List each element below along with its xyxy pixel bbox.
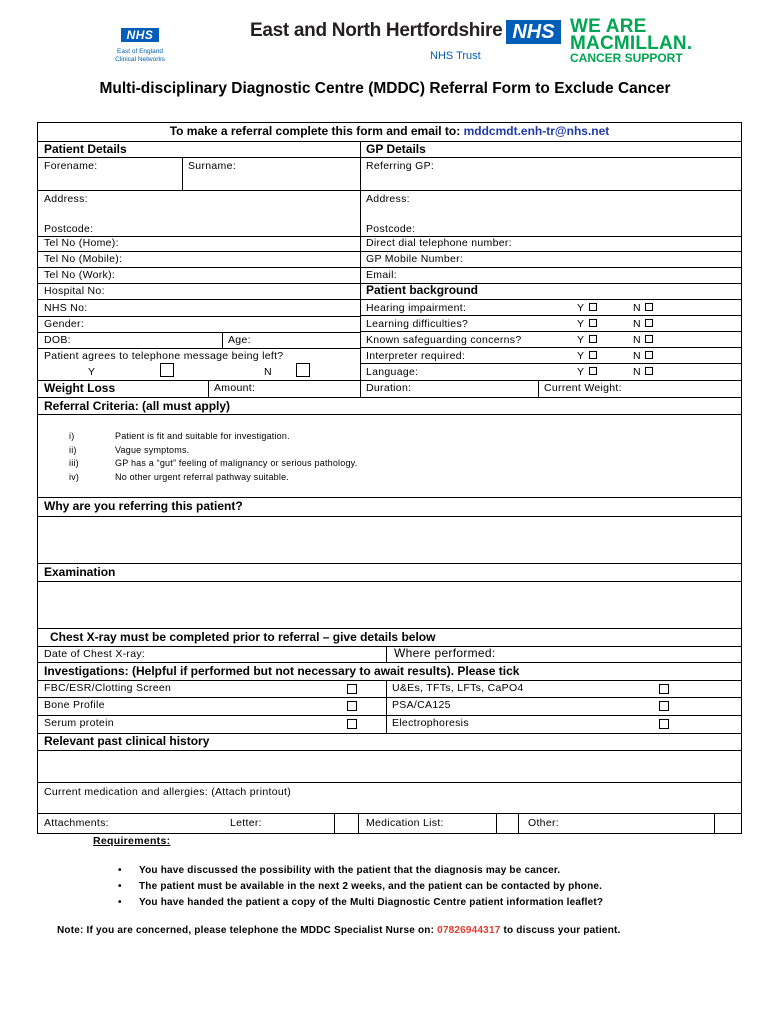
examination-textarea[interactable] (38, 582, 741, 628)
criteria-item: Vague symptoms. (115, 444, 190, 455)
macmillan-line1: WE ARE (570, 16, 647, 37)
background-no-checkbox[interactable] (645, 319, 653, 327)
background-yes-label: Y (577, 302, 585, 314)
criteria-item: GP has a “gut” feeling of malignancy or serious pathology. (115, 458, 358, 468)
investigation-label: U&Es, TFTs, LFTs, CaPO4 (392, 682, 524, 694)
investigation-checkbox[interactable] (659, 719, 669, 729)
requirement-text: The patient must be available in the next 2 weeks, and the patient can be contacted by phone. (139, 881, 603, 892)
attachments-label: Attachments: (44, 817, 109, 829)
requirements-heading: Requirements: (93, 835, 171, 847)
why-referring-heading: Why are you referring this patient? (44, 499, 243, 513)
letter-checkbox[interactable] (336, 815, 356, 831)
other-label: Other: (528, 817, 559, 829)
patient-background-heading: Patient background (366, 283, 479, 297)
dob-field[interactable]: DOB: (44, 334, 71, 346)
investigation-label: Serum protein (44, 717, 114, 729)
xray-where-field[interactable]: Where performed: (394, 646, 496, 660)
investigation-checkbox[interactable] (659, 701, 669, 711)
note-prefix: Note: If you are concerned, please telephone the MDDC Specialist Nurse on: (57, 925, 435, 936)
tel-mobile-field[interactable]: Tel No (Mobile): (44, 253, 123, 265)
consent-yes-label: Y (88, 366, 96, 378)
letter-label: Letter: (230, 817, 262, 829)
criteria-number: iii) (69, 458, 79, 468)
trust-name: East and North Hertfordshire (250, 20, 503, 41)
nhs-badge: NHS (506, 20, 560, 44)
tel-work-field[interactable]: Tel No (Work): (44, 269, 116, 281)
investigation-label: PSA/CA125 (392, 699, 451, 711)
referral-email-link[interactable]: mddcmdt.enh-tr@nhs.net (463, 124, 610, 138)
telephone-consent-question: Patient agrees to telephone message being left? (44, 350, 284, 362)
investigation-checkbox[interactable] (347, 684, 357, 694)
direct-dial-field[interactable]: Direct dial telephone number: (366, 237, 512, 249)
gp-mobile-field[interactable]: GP Mobile Number: (366, 253, 464, 265)
patient-address-field[interactable]: Address: (44, 193, 88, 205)
background-row-label: Learning difficulties? (366, 318, 469, 330)
gender-field[interactable]: Gender: (44, 318, 85, 330)
criteria-number: ii) (69, 444, 77, 455)
east-of-england-logo (92, 26, 188, 64)
investigation-checkbox[interactable] (347, 719, 357, 729)
background-no-checkbox[interactable] (645, 367, 653, 375)
weight-amount-field[interactable]: Amount: (214, 382, 256, 394)
tel-home-field[interactable]: Tel No (Home): (44, 237, 119, 249)
note (57, 925, 621, 936)
nhs-badge-small: NHS (121, 28, 160, 42)
consent-yes-checkbox[interactable] (160, 363, 174, 377)
gp-postcode-field[interactable]: Postcode: (366, 223, 416, 235)
background-no-label: N (633, 334, 641, 346)
chest-xray-heading: Chest X-ray must be completed prior to referral – give details below (50, 630, 436, 644)
investigation-checkbox[interactable] (659, 684, 669, 694)
trust-logo (250, 20, 561, 62)
macmillan-line2: MACMILLAN. (570, 33, 693, 54)
background-no-checkbox[interactable] (645, 351, 653, 359)
medication-list-label: Medication List: (366, 817, 444, 829)
clinical-history-heading: Relevant past clinical history (44, 734, 210, 748)
background-no-label: N (633, 366, 641, 378)
note-suffix: to discuss your patient. (503, 925, 621, 936)
specialist-nurse-phone[interactable]: 07826944317 (437, 925, 501, 936)
surname-field[interactable]: Surname: (188, 160, 236, 172)
criteria-item: Patient is fit and suitable for investigation. (115, 431, 290, 441)
background-yes-checkbox[interactable] (589, 367, 597, 375)
bullet-icon: • (118, 897, 122, 908)
macmillan-logo (570, 18, 692, 65)
background-yes-label: Y (577, 334, 585, 346)
xray-date-field[interactable]: Date of Chest X-ray: (44, 648, 146, 660)
logo-subtitle-2: Clinical Networks (115, 56, 165, 63)
patient-details-heading: Patient Details (44, 142, 127, 156)
background-yes-checkbox[interactable] (589, 335, 597, 343)
background-no-label: N (633, 318, 641, 330)
background-row-label: Language: (366, 366, 419, 378)
background-yes-checkbox[interactable] (589, 351, 597, 359)
instruction (38, 125, 741, 138)
background-row-label: Hearing impairment: (366, 302, 467, 314)
logo-subtitle-1: East of England (117, 48, 163, 55)
weight-duration-field[interactable]: Duration: (366, 382, 412, 394)
nhs-no-field[interactable]: NHS No: (44, 302, 88, 314)
background-no-checkbox[interactable] (645, 335, 653, 343)
background-yes-label: Y (577, 350, 585, 362)
form-title: Multi-disciplinary Diagnostic Centre (MDDC) Referral Form to Exclude Cancer (99, 80, 671, 97)
consent-no-label: N (264, 366, 272, 378)
referral-form (37, 122, 742, 834)
gp-details-heading: GP Details (366, 142, 426, 156)
clinical-history-textarea[interactable] (38, 751, 741, 781)
age-field[interactable]: Age: (228, 334, 251, 346)
background-yes-checkbox[interactable] (589, 319, 597, 327)
background-no-label: N (633, 350, 641, 362)
patient-postcode-field[interactable]: Postcode: (44, 223, 94, 235)
medication-allergies-field[interactable]: Current medication and allergies: (Attach printout) (44, 786, 291, 798)
why-referring-textarea[interactable] (38, 517, 741, 563)
background-no-label: N (633, 302, 641, 314)
other-checkbox[interactable] (716, 815, 738, 831)
gp-address-field[interactable]: Address: (366, 193, 410, 205)
referring-gp-field[interactable]: Referring GP: (366, 160, 435, 172)
background-no-checkbox[interactable] (645, 303, 653, 311)
requirement-text: You have handed the patient a copy of the Multi Diagnostic Centre patient information leaflet? (139, 897, 604, 908)
macmillan-line3: CANCER SUPPORT (570, 51, 683, 65)
background-yes-label: Y (577, 318, 585, 330)
investigation-label: Bone Profile (44, 699, 105, 711)
weight-loss-heading: Weight Loss (44, 381, 116, 395)
current-weight-field[interactable]: Current Weight: (544, 382, 622, 394)
criteria-number: i) (69, 431, 75, 441)
criteria-number: iv) (69, 471, 80, 482)
criteria-item: No other urgent referral pathway suitable. (115, 471, 289, 482)
bullet-icon: • (118, 881, 122, 892)
medication-list-checkbox[interactable] (498, 815, 516, 831)
investigations-heading: Investigations: (Helpful if performed but not necessary to await results). Please tick (44, 664, 520, 678)
trust-sub: NHS Trust (430, 50, 481, 62)
background-row-label: Known safeguarding concerns? (366, 334, 522, 346)
investigation-label: Electrophoresis (392, 717, 469, 729)
gp-email-field[interactable]: Email: (366, 269, 397, 281)
instruction-text: To make a referral complete this form and email to: (169, 124, 461, 138)
requirement-text: You have discussed the possibility with the patient that the diagnosis may be cancer. (139, 865, 561, 876)
investigation-label: FBC/ESR/Clotting Screen (44, 682, 172, 694)
bullet-icon: • (118, 865, 122, 876)
forename-field[interactable]: Forename: (44, 160, 98, 172)
examination-heading: Examination (44, 565, 116, 579)
background-row-label: Interpreter required: (366, 350, 466, 362)
referral-criteria-heading: Referral Criteria: (all must apply) (44, 399, 231, 413)
background-yes-checkbox[interactable] (589, 303, 597, 311)
hospital-no-field[interactable]: Hospital No: (44, 285, 105, 297)
consent-no-checkbox[interactable] (296, 363, 310, 377)
background-yes-label: Y (577, 366, 585, 378)
investigation-checkbox[interactable] (347, 701, 357, 711)
